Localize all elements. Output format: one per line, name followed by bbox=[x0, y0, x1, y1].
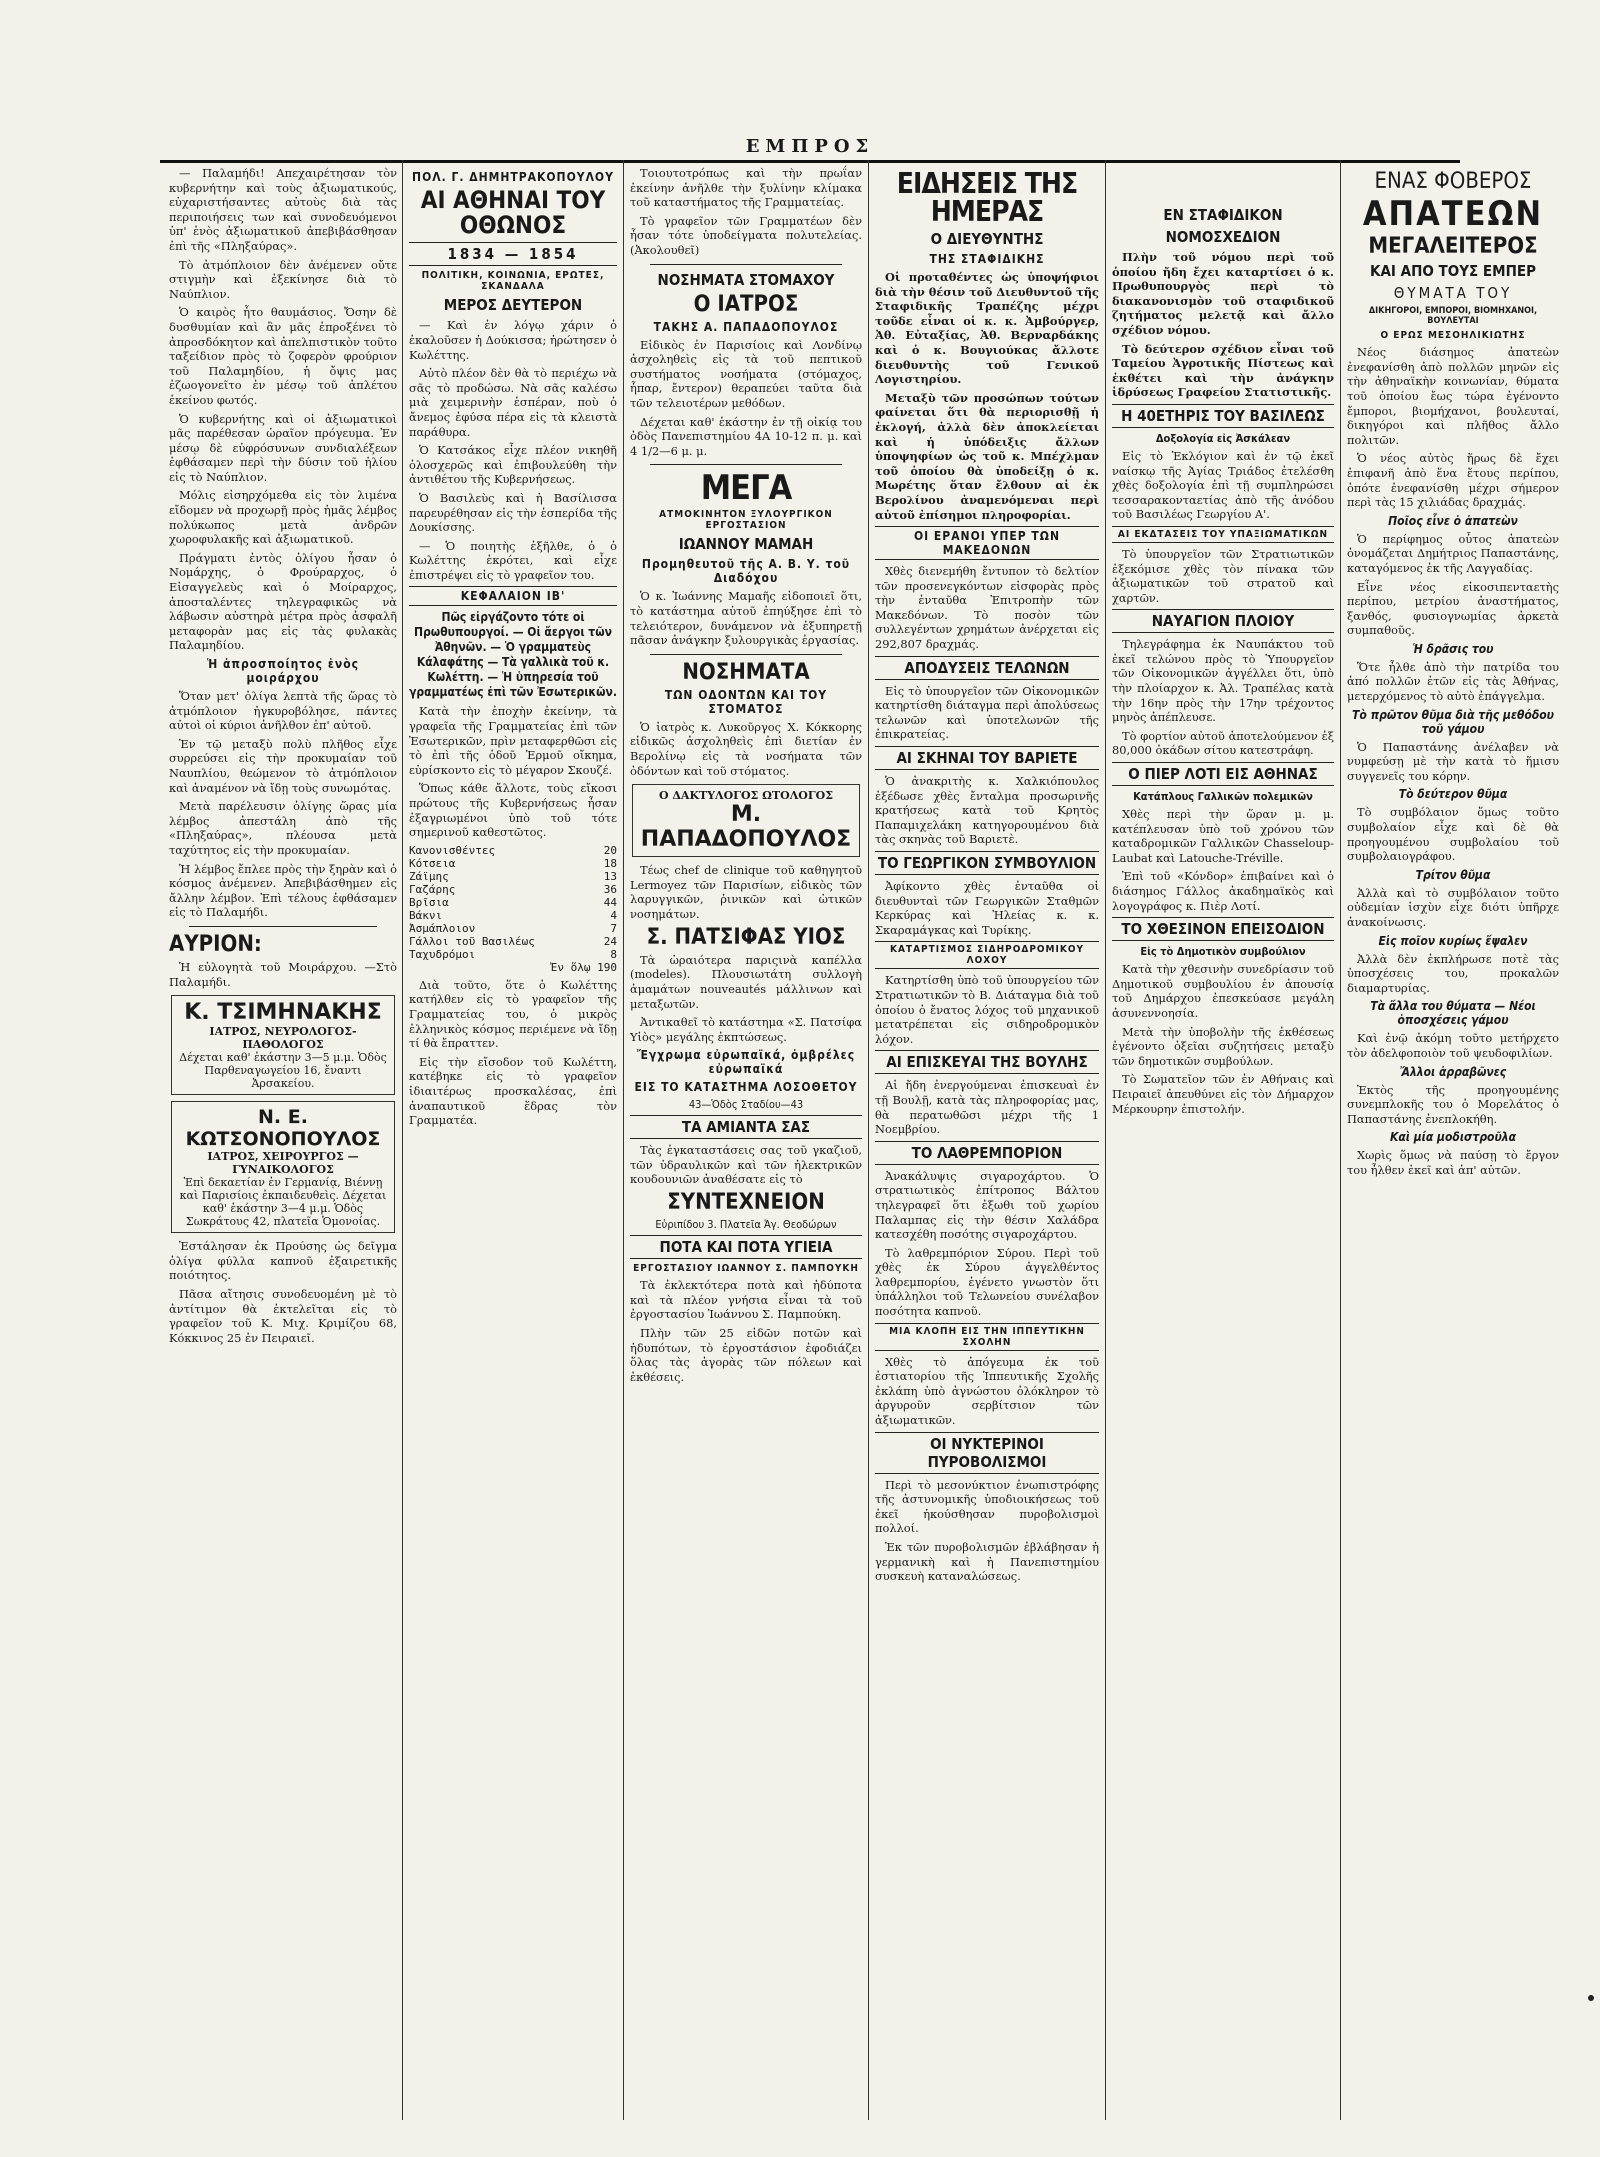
news-heading: ΤΗΣ ΣΤΑΦΙΔΙΚΗΣ bbox=[929, 252, 1045, 266]
paragraph: Τοιουτοτρόπως καὶ τὴν πρωΐαν ἐκείνην ἀνῆλθε τὴν ξυλίνην κλίμακα τοῦ καταστήματος τῆς Γραμματείας. bbox=[630, 166, 862, 210]
paragraph: Ἡ λέμβος ἔπλεε πρὸς τὴν ξηρὰν καὶ ὁ κόσμος ἀνέμενεν. Ἀπεβιβάσθημεν εἰς ἄλλην λέμβον. Ἐπὶ τέλους ἐφθάσαμεν εἰς τὸ Παλαμήδι. bbox=[169, 861, 397, 920]
subheading: Ἄλλοι ἀρραβῶνες bbox=[1399, 1064, 1507, 1079]
ad-title: ΙΑΤΡΟΣ, ΝΕΥΡΟΛΟΓΟΣ-ΠΑΘΟΛΟΓΟΣ bbox=[209, 1025, 357, 1052]
news-heading: ΑΙ ΕΠΙΣΚΕΥΑΙ ΤΗΣ ΒΟΥΛΗΣ bbox=[875, 1050, 1099, 1074]
list-item: Ζάϊμης 13 bbox=[409, 869, 617, 883]
paragraph: — Καὶ ἐν λόγῳ χάριν ὁ ἐκαλοῦσεν ἡ Δούκισσα; ἠρώτησεν ὁ Κωλέττης. bbox=[409, 318, 617, 362]
paragraph: Περὶ τὸ μεσονύκτιον ἐνωπιστρόφης τῆς ἀστυνομικῆς ὑποδιοικήσεως τοῦ ἐκεῖ ἠκούσθησαν πυροβολισμοὶ πολλοί. bbox=[875, 1477, 1099, 1536]
column-rule bbox=[868, 160, 869, 2120]
advertisement bbox=[632, 784, 860, 857]
list-total: Ἐν ὅλῳ 190 bbox=[550, 960, 617, 974]
news-heading: ΜΙΑ ΚΛΟΠΗ ΕΙΣ ΤΗΝ ΙΠΠΕΥΤΙΚΗΝ ΣΧΟΛΗΝ bbox=[875, 1323, 1099, 1351]
column-rule bbox=[1340, 160, 1341, 2120]
paragraph: Κατηρτίσθη ὑπὸ τοῦ ὑπουργείου τῶν Στρατιωτικῶν τὸ Β. Διάταγμα διὰ τοῦ ὁποίου ὁ ἔνατος λόχος τοῦ μηχανικοῦ μετατρέπεται εἰς σιδηροδρομικὸν λόχον. bbox=[875, 973, 1099, 1046]
paragraph: Πᾶσα αἴτησις συνοδευομένη μὲ τὸ ἀντίτιμον θὰ ἐκτελεῖται εἰς τὸ γραφεῖον τοῦ Κ. Μιχ. Κριμίζου 68, Κόκκινος 25 ἐν Πειραιεῖ. bbox=[169, 1286, 397, 1345]
news-heading: ΑΙ ΣΚΗΝΑΙ ΤΟΥ ΒΑΡΙΕΤΕ bbox=[875, 746, 1099, 770]
heading-tomorrow: ΑΥΡΙΟΝ: bbox=[169, 931, 262, 957]
paragraph: Χθὲς διενεμήθη ἔντυπον τὸ δελτίον τῶν προσενεγκόντων εἰσφορὰς πρὸς τὴν ἐνταῦθα Ἐπιτροπὴν τῶν Μακεδόνων. Τὸ ποσὸν τῶν συλλεγέντων χρημάτων ἀνέρχεται εἰς 292,807 δραχμάς. bbox=[875, 564, 1099, 652]
paragraph: Οἱ προταθέντες ὡς ὑποψήφιοι διὰ τὴν θέσιν τοῦ Διευθυντοῦ τῆς Σταφιδικῆς Τραπέζης μέχρι τοῦδε εἶναι οἱ κ. κ. Ἀμβούργερ, Ἀθ. Εὐταξίας, Ἀθ. Βερναρδάκης καὶ ὁ κ. Βουγιούκας ἄλλοτε διευθυντὴς τοῦ Γενικοῦ Λογιστηρίου. bbox=[875, 270, 1099, 387]
column-rule bbox=[1105, 160, 1106, 2120]
paragraph: Πλὴν τοῦ νόμου περὶ τοῦ ὁποίου ἤδη ἔχει καταρτίσει ὁ κ. Πρωθυπουργὸς περὶ τὸ διακανονισμὸν τοῦ σταφιδικοῦ ζητήματος μελετᾷ καὶ ἄλλο σχέδιον νόμου. bbox=[1112, 250, 1334, 337]
paragraph: Ὁ ἰατρὸς κ. Λυκοῦργος Χ. Κόκκορης εἰδικῶς ἀσχοληθεὶς ἐπὶ διετίαν ἐν Βερολίνῳ εἰς τὰ νοσήματα τῶν ὀδόντων καὶ τοῦ στόματος. bbox=[630, 719, 862, 778]
list-item: Γαζάρης 36 bbox=[409, 882, 617, 896]
vessel-list bbox=[409, 844, 617, 974]
list-item: Κανονισθέντες 20 bbox=[409, 843, 617, 857]
ad-kicker: Ο ΔΑΚΤΥΛΟΓΟΣ ΩΤΟΛΟΓΟΣ bbox=[658, 789, 834, 803]
column-2 bbox=[405, 160, 621, 2120]
edge-marker bbox=[1588, 1995, 1594, 2001]
paragraph: Ὅτε ἦλθε ἀπὸ τὴν πατρίδα του ἀπό πολλῶν ἐτῶν εἰς τὰς Ἀθήνας, μετερχόμενος τὸ αὐτὸ ἐπάγγελμα. bbox=[1347, 659, 1559, 704]
section-title: ΕΙΔΗΣΕΙΣ ΤΗΣ ΗΜΕΡΑΣ bbox=[896, 167, 1078, 228]
news-subheading: Κατάπλους Γαλλικῶν πολεμικῶν bbox=[1133, 790, 1313, 804]
paragraph: Ὁ περίφημος οὗτος ἀπατεὼν ὀνομάζεται Δημήτριος Παπαστάνης, καταγόμενος ἐκ τῆς Λαγγαδίας. bbox=[1347, 531, 1559, 575]
column-5 bbox=[1108, 160, 1338, 2120]
author: ΠΟΛ. Γ. ΔΗΜΗΤΡΑΚΟΠΟΥΛΟΥ bbox=[412, 170, 614, 184]
paragraph: Πλὴν τῶν 25 εἰδῶν ποτῶν καὶ ἡδυπότων, τὸ ἐργοστάσιον ἐφοδιάζει ὅλας τὰς ἀγορὰς τῶν πόλεων καὶ ἐκθέσεις. bbox=[630, 1325, 862, 1384]
ad-title: ΙΑΤΡΟΣ, ΧΕΙΡΟΥΡΓΟΣ — ΓΥΝΑΙΚΟΛΟΓΟΣ bbox=[207, 1150, 359, 1177]
paragraph: Ὁ κ. Ἰωάννης Μαμαῆς εἰδοποιεῖ ὅτι, τὸ κατάστημα αὐτοῦ ἐπηύξησε ἐπὶ τὸ τελειότερον, δυνάμενον νὰ ἐξυπηρετῇ πᾶσαν ἀνάγκην ξυλουργικὰς ἐργασίας. bbox=[630, 589, 862, 648]
news-heading: ΝΟΜΟΣΧΕΔΙΟΝ bbox=[1165, 228, 1281, 246]
paragraph: Εἰδικὸς ἐν Παρισίοις καὶ Λονδίνῳ ἀσχοληθεὶς εἰς τὰ τοῦ πεπτικοῦ συστήματος νοσήματα (στόμαχος, ἧπαρ, ἔντερον) θεραπεύει ταῦτα διὰ τῶν τελειοτέρων μεθόδων. bbox=[630, 337, 862, 411]
paragraph: Κατὰ τὴν ἐποχὴν ἐκείνην, τὰ γραφεῖα τῆς Γραμματείας ἐπὶ τῶν Ἐσωτερικῶν, πρὶν μεταφερθῶσι εἰς τὸ ἐπὶ τῆς ὁδοῦ Ἑρμοῦ οἴκημα, εὑρίσκοντο εἰς τὸ μέγαρον Σκουζέ. bbox=[409, 704, 617, 777]
headline: ΚΑΙ ΑΠΟ ΤΟΥΣ ΕΜΠΕΡ bbox=[1370, 262, 1536, 281]
paragraph: Ἀνακάλυψις σιγαροχάρτου. Ὁ στρατιωτικὸς ἐπίτροπος Βάλτου τηλεγραφεῖ ὅτι ἐξωθι τοῦ χωρίου Παλαμπας εἰς τὴν θέσιν Χαλάδρα κατεσχέθη ποσότης σιγαροχάρτου. bbox=[875, 1168, 1099, 1242]
news-subheading: Δοξολογία εἰς Ἀσκάλεαν bbox=[1155, 431, 1291, 445]
ad-heading: ΑΤΜΟΚΙΝΗΤΟΝ ΞΥΛΟΥΡΓΙΚΟΝ ΕΡΓΟΣΤΑΣΙΟΝ bbox=[659, 509, 833, 532]
subheading: Ἡ ἀπροσποίητος ἑνὸς μοιράρχου bbox=[206, 657, 360, 685]
paragraph: Νέος διάσημος ἀπατεὼν ἐνεφανίσθη ἀπὸ πολλῶν μηνῶν εἰς τὴν ἀθηναϊκὴν κοινωνίαν, θύματα τοῦ ὁποίου ἔως τώρα ἐγένοντο ἔμποροι, βιομήχανοι, βουλευταί, δικηγόροι καὶ πλῆθος ἄλλο πολιτῶν. bbox=[1347, 345, 1559, 447]
headline: Ο ΕΡΩΣ ΜΕΣΟΗΛΙΚΙΩΤΗΣ bbox=[1380, 330, 1526, 342]
ad-heading: Προμηθευτοῦ τῆς Α. Β. Υ. τοῦ Διαδόχου bbox=[641, 557, 851, 586]
ad-name: Μ. ΠΑΠΑΔΟΠΟΥΛΟΣ bbox=[640, 802, 852, 853]
paragraph: Εἰς τὴν εἴσοδον τοῦ Κωλέττη, κατέβηκε εἰς τὸ γραφεῖον ἰδιαιτέρως προσκαλέσας, ἐπὶ ἀναπαυτικοῦ ἕδρας τὸν Γραμματέα. bbox=[409, 1054, 617, 1128]
paragraph: Χωρὶς ὅμως νὰ παύσῃ τὸ ἔργον του ἦλθεν ἐκεῖ καὶ ἀπ' αὐτῶν. bbox=[1347, 1148, 1559, 1177]
paragraph: Ἡ εὐλογητὰ τοῦ Μοιράρχου. —Στὸ Παλαμήδι. bbox=[169, 960, 397, 989]
chapter-summary: Πῶς εἰργάζοντο τότε οἱ Πρωθυπουργοί. — Οἱ ἄεργοι τῶν Ἀθηνῶν. — Ὁ γραμματεὺς Κάλαφάτης — Τὰ γαλλικὰ τοῦ κ. Κωλέττη. — Ἡ ὑπηρεσία τοῦ γραμματέως ἐπὶ τῶν Ἐσωτερικῶν. bbox=[409, 610, 617, 700]
subheading: Τὸ δεύτερον θῦμα bbox=[1398, 787, 1508, 802]
paragraph: Τὸ δεύτερον σχέδιον εἶναι τοῦ Ταμείου Ἀγροτικῆς Πίστεως καὶ ἐκθέτει καὶ τὴν ἀνάγκην ἱδρύσεως Γραφείου Στατιστικῆς. bbox=[1112, 341, 1334, 400]
divider bbox=[189, 926, 377, 927]
subheading: Ἡ δρᾶσις του bbox=[1412, 641, 1494, 656]
paragraph: Τὸ Σωματεῖον τῶν ἐν Αθήναις καὶ Πειραιεῖ ἀπευθύνει εἰς τὸν Δήμαρχον Μέρκουρην ἐπιστολήν. bbox=[1112, 1072, 1334, 1116]
headline: ΕΝΑΣ ΦΟΒΕΡΟΣ bbox=[1374, 169, 1532, 194]
news-heading: Η 40ΕΤΗΡΙΣ ΤΟΥ ΒΑΣΙΛΕΩΣ bbox=[1112, 404, 1334, 428]
news-heading: ΤΟ ΛΑΘΡΕΜΠΟΡΙΟΝ bbox=[875, 1141, 1099, 1165]
paragraph: Τὸ λαθρεμπόριον Σύρου. Περὶ τοῦ χθὲς ἐκ Σύρου ἀγγελθέντος λαθρεμπορίου, ἐγένετο γνωστὸν ὅτι ὑπάλληλοι τοῦ Τελωνείου συνέλαβον ποσότητα καπνοῦ. bbox=[875, 1245, 1099, 1319]
ad-heading: ΙΩΑΝΝΟΥ ΜΑΜΑΗ bbox=[678, 535, 814, 554]
subheading: Καὶ μία μοδιστροῦλα bbox=[1389, 1130, 1517, 1145]
paragraph: Ἀντικαθεῖ τὸ κατάστημα «Σ. Πατσίφα Υἱὸς» μεγάλης ἐκπτώσεως. bbox=[630, 1015, 862, 1044]
headline: ΔΙΚΗΓΟΡΟΙ, ΕΜΠΟΡΟΙ, ΒΙΟΜΗΧΑΝΟΙ, ΒΟΥΛΕΥΤΑΙ bbox=[1368, 306, 1538, 327]
ad-name: Ν. Ε. ΚΩΤΣΟΝΟΠΟΥΛΟΣ bbox=[185, 1106, 381, 1151]
paragraph: Ὅπως κάθε ἄλλοτε, τοὺς εἴκοσι πρώτους τῆς Κυβερνήσεως ἦσαν ἐξαγριωμένοι ὑπὸ τοῦ τότε σημερινοῦ καθεστῶτος. bbox=[409, 781, 617, 840]
advertisement bbox=[171, 1101, 395, 1233]
masthead-title: ΕΜΠΡΟΣ bbox=[745, 136, 875, 157]
ad-address: 43—Ὁδὸς Σταδίου—43 bbox=[688, 1098, 804, 1112]
serial-part: ΜΕΡΟΣ ΔΕΥΤΕΡΟΝ bbox=[443, 296, 583, 315]
list-item: Βρῖσια 44 bbox=[409, 895, 617, 909]
news-subheading: Εἰς τὸ Δημοτικὸν συμβούλιον bbox=[1140, 945, 1306, 959]
news-heading: ΑΙ ΕΚΔΤΑΣΕΙΣ ΤΟΥ ΥΠΑΞΙΩΜΑΤΙΚΩΝ bbox=[1112, 526, 1334, 543]
ad-heading: ΝΟΣΗΜΑΤΑ bbox=[682, 659, 810, 685]
paragraph: Ὁ ἀνακριτὴς κ. Χαλκιόπουλος ἐξέδωσε χθὲς ἔνταλμα προσωρινῆς κρατήσεως κατὰ τοῦ Κρητὸς Παπαμιχελάκη κατηγορουμένου διὰ τὰς σκηνὰς τοῦ Βαριετὲ. bbox=[875, 774, 1099, 847]
ad-heading: ΠΟΤΑ ΚΑΙ ΠΟΤΑ ΥΓΙΕΙΑ bbox=[630, 1235, 862, 1259]
ad-heading: ΝΟΣΗΜΑΤΑ ΣΤΟΜΑΧΟΥ bbox=[657, 270, 835, 289]
paragraph: Ἐπὶ τοῦ «Κόνδορ» ἐπιβαίνει καὶ ὁ διάσημος Γάλλος ἀκαδημαϊκὸς καὶ λογογράφος κ. Πιὲρ Λοτί. bbox=[1112, 869, 1334, 913]
paragraph: Αἱ ἤδη ἐνεργούμεναι ἐπισκευαὶ ἐν τῇ Βουλῇ, κατὰ τὰς πληροφορίας μας, θὰ περατωθῶσι μέχρι τῆς 1 Νοεμβρίου. bbox=[875, 1078, 1099, 1137]
paragraph: Ὁ κυβερνήτης καὶ οἱ ἀξιωματικοὶ μᾶς παρέθεσαν ὡραῖον πρόγευμα. Ἐν μέσῳ δὲ εὐφρόσυνων συνδιαλέξεων ἐφθάσαμεν περὶ τὴν δύσιν τοῦ ἡλίου εἰς τὸ Ναύπλιον. bbox=[169, 411, 397, 484]
ad-heading: Ἔγχρωμα εὐρωπαϊκά, ὀμβρέλες εὐρωπαϊκά bbox=[636, 1048, 856, 1077]
paragraph: Τὸ γραφεῖον τῶν Γραμματέων δὲν ἦσαν τότε ὑποδείγματα πολυτελείας. (Ἀκολουθεῖ) bbox=[630, 213, 862, 257]
paragraph: Μετὰ παρέλευσιν ὀλίγης ὥρας μία λέμβος ἀπεστάλη ἀπὸ τῆς «Πληξαύρας», πλέουσα μετὰ ταχύτητος εἰς τὴν προκυμαίαν. bbox=[169, 799, 397, 857]
subheading: Τρίτον θῦμα bbox=[1415, 867, 1491, 882]
serial-subtitle: ΠΟΛΙΤΙΚΗ, ΚΟΙΝΩΝΙΑ, ΕΡΩΤΕΣ, ΣΚΑΝΔΑΛΑ bbox=[421, 270, 605, 293]
paragraph: Τὰ ὡραιότερα παριςινὰ καπέλλα (modeles). Πλουσιωτάτη συλλογὴ ἀμαμάτων nouveautés μάλλινων καὶ μεταξωτῶν. bbox=[630, 952, 862, 1011]
news-heading: ΤΟ ΧΘΕΣΙΝΟΝ ΕΠΕΙΣΟΔΙΟΝ bbox=[1112, 917, 1334, 941]
paragraph: Τηλεγράφημα ἐκ Ναυπάκτου τοῦ ἐκεῖ τελώνου πρὸς τὸ Ὑπουργεῖον τῶν Οἰκονομικῶν ἀγγέλλει ὅτι, ὑπὸ τὴν πλοίαρχον κ. Ἀλ. Τραπέλας κατὰ τὴν 16ην πρὸς τὴν 17ην τρέχοντος μηνὸς ἀπέπλευσε. bbox=[1112, 637, 1334, 725]
ad-heading: ΤΑΚΗΣ Α. ΠΑΠΑΔΟΠΟΥΛΟΣ bbox=[653, 319, 839, 334]
paragraph: Ὁ νέος αὐτὸς ἥρως δὲ ἔχει ἐπιφανῆ ἀπὸ ἕνα ἔτους περίπου, ὁπότε ἐνεφανίσθη μέχρι σήμερον περὶ τὰς 15 χιλιάδας δραχμάς. bbox=[1347, 451, 1559, 510]
column-3 bbox=[626, 160, 866, 2120]
paragraph: Εἰς τὸ ὑπουργεῖον τῶν Οἰκονομικῶν κατηρτίσθη διάταγμα περὶ ἀπολύσεως τελωνῶν καὶ ὑποτελωνῶν τῆς ἐπικρατείας. bbox=[875, 683, 1099, 742]
paragraph: Ἀλλὰ καὶ τὸ συμβόλαιον τοῦτο οὐδεμίαν ἰσχὺν εἶχε διότι ὑπῆρχε ἀνακοίνωσις. bbox=[1347, 885, 1559, 929]
paragraph: Ὁ Βασιλεὺς καὶ ἡ Βασίλισσα παρευρέθησαν εἰς τὴν ἑσπερίδα τῆς Δουκίσσης. bbox=[409, 490, 617, 535]
subheading: Τὸ πρῶτον θῦμα διὰ τῆς μεθόδου τοῦ γάμου bbox=[1352, 707, 1554, 736]
ad-heading: ΣΥΝΤΕΧΝΕΙΟΝ bbox=[667, 1190, 825, 1216]
subheading: Ποῖος εἶνε ὁ ἀπατεὼν bbox=[1388, 513, 1518, 528]
serial-title: ΑΙ ΑΘΗΝΑΙ ΤΟΥ ΟΘΩΝΟΣ bbox=[420, 186, 606, 240]
column-6 bbox=[1343, 160, 1563, 2120]
paragraph: Ὁ Παπαστάνης ἀνέλαβεν νὰ νυμφεύσῃ μὲ τὴν κατὰ τὸ ἥμισυ συγγενεῖς του κόρην. bbox=[1347, 739, 1559, 783]
paragraph: Ὅταν μετ' ὀλίγα λεπτὰ τῆς ὥρας τὸ ἀτμόπλοιον ἠγκυροβόλησε, πάντες αὐτοὶ οἱ κύριοι ἀνῆλθον ἐπ' αὐτοῦ. bbox=[169, 689, 397, 733]
ad-heading: Ο ΙΑΤΡΟΣ bbox=[693, 291, 799, 317]
subheading: Εἰς ποῖον κυρίως ἔψαλεν bbox=[1378, 933, 1528, 948]
list-item: Κότσεια 18 bbox=[409, 856, 617, 870]
paragraph: Δέχεται καθ' ἑκάστην ἐν τῇ οἰκίᾳ του ὁδὸς Πανεπιστημίου 4Α 10-12 π. μ. καὶ 4 1/2—6 μ. μ. bbox=[630, 414, 862, 458]
divider bbox=[650, 654, 842, 655]
list-item: Ταχυδρόμοι 8 bbox=[409, 947, 617, 961]
paragraph: — Παλαμήδι! Απεχαιρέτησαν τὸν κυβερνήτην καὶ τοὺς ἀξιωματικούς, εὐχαριστήσαντες αὐτοὺς διὰ τὰς περιποιήσεις των καὶ συνοδευόμενοι ὑπ' ἑνὸς ἀξιωματικοῦ ἀπεβιβάσθησαν ἐπὶ τῆς «Πληξαύρας». bbox=[169, 166, 397, 253]
column-rule bbox=[402, 160, 403, 2120]
paragraph: Τὸ συμβόλαιον ὅμως τοῦτο συμβολαίον εἶχε καὶ δὲ θὰ προηγουμένου συμβολαίου τοῦ συμβολαιογράφου. bbox=[1347, 805, 1559, 864]
ad-text: Ἐπὶ δεκαετίαν ἐν Γερμανίᾳ, Βιέννῃ καὶ Παρισίοις ἐκπαιδευθεὶς. Δέχεται καθ' ἑκάστην 3—4 μ.μ. Ὁδὸς Σωκράτους 42, πλατεῖα Ὁμονοίας. bbox=[179, 1176, 387, 1229]
ad-heading: Σ. ΠΑΤΣΙΦΑΣ ΥΙΟΣ bbox=[646, 924, 846, 950]
news-heading: ΟΙ ΝΥΚΤΕΡΙΝΟΙ ΠΥΡΟΒΟΛΙΣΜΟΙ bbox=[875, 1432, 1099, 1474]
column-rule bbox=[623, 160, 624, 2120]
news-heading: ΝΑΥΑΓΙΟΝ ΠΛΟΙΟΥ bbox=[1112, 609, 1334, 633]
list-item: Γάλλοι τοῦ Βασιλέως 24 bbox=[409, 934, 617, 948]
paragraph: Τὸ ἀτμόπλοιον δὲν ἀνέμενεν οὔτε στιγμὴν καὶ ἐξεκίνησε διὰ τὸ Ναύπλιον. bbox=[169, 257, 397, 301]
paragraph: Τὸ ὑπουργεῖον τῶν Στρατιωτικῶν ἐξεκόμισε χθὲς τὸν πίνακα τῶν ἀξιωματικῶν τοῦ στρατοῦ καὶ χαρτῶν. bbox=[1112, 546, 1334, 605]
paragraph: Μόλις εἰσηρχόμεθα εἰς τὸν λιμένα εἴδομεν νὰ προχωρῇ πρὸς ἡμᾶς λέμβος πολύκωπος μετὰ ἀνδρῶν χωροφυλακῆς καὶ ἀξιωματικοῦ. bbox=[169, 488, 397, 547]
paragraph: Ἐκτὸς τῆς προηγουμένης συνεμπλοκῆς του ὁ Μορελάτος ὁ Παπαστάνης ἐνεπλοκήθη. bbox=[1347, 1082, 1559, 1126]
news-heading: ΑΠΟΔΥΣΕΙΣ ΤΕΛΩΝΩΝ bbox=[875, 656, 1099, 680]
paragraph: Ὁ Κατσάκος εἶχε πλέον νικηθῆ ὁλοσχερῶς καὶ ἐπιβουλεύθη τὴν ἀντιθέτου τῆς Κυβερνήσεως. bbox=[409, 443, 617, 487]
paragraph: Μετὰ τὴν ὑποβολὴν τῆς ἐκθέσεως ἐγένοντο ὀξεῖαι συζητήσεις μεταξὺ τῶν δημοτικῶν συμβούλων. bbox=[1112, 1024, 1334, 1068]
ad-heading: ΤΑ ΑΜΙΑΝΤΑ ΣΑΣ bbox=[630, 1115, 862, 1139]
list-item: Βάκνι 4 bbox=[409, 908, 617, 922]
news-heading: Ο ΔΙΕΥΘΥΝΤΗΣ bbox=[930, 230, 1044, 248]
divider bbox=[650, 264, 842, 265]
headline: ΜΕΓΑΛΕΙΤΕΡΟΣ bbox=[1368, 234, 1538, 260]
paragraph: Πράγματι ἐντὸς ὀλίγου ἦσαν ὁ Νομάρχης, ὁ Φρούραρχος, ὁ Εἰσαγγελεὺς καὶ ὁ Μοίραρχος, ἀποσταλέντες τηλεγραφικῶς νὰ λάβωσιν αὐστηρὰ μέτρα πρὸς ἀσφαλῆ μεταφορὰν μας εἰς τὰς φυλακὰς Παλαμηδίου. bbox=[169, 550, 397, 653]
ad-heading: ΕΙΣ ΤΟ ΚΑΤΑΣΤΗΜΑ ΛΟΣΟΘΕΤΟΥ bbox=[634, 1080, 858, 1095]
paragraph: Τὸ φορτίον αὐτοῦ ἀποτελούμενον ἐξ 80,000 ὀκάδων σίτου κατεστράφη. bbox=[1112, 728, 1334, 758]
ad-heading: ΤΩΝ ΟΔΟΝΤΩΝ ΚΑΙ ΤΟΥ ΣΤΟΜΑΤΟΣ bbox=[664, 687, 828, 716]
column-4 bbox=[871, 160, 1103, 2120]
paragraph: Χθὲς περὶ τὴν ὥραν μ. μ. κατέπλευσαν ὑπὸ τοῦ χρόνου τῶν καταδρομικῶν Γαλλικῶν Chasseloup-Laubat καὶ Latouche-Tréville. bbox=[1112, 807, 1334, 865]
serial-years: 1834 — 1854 bbox=[409, 242, 617, 266]
divider bbox=[650, 464, 842, 465]
paragraph: Ὁ καιρὸς ἦτο θαυμάσιος. Ὄσην δὲ δυσθυμίαν καὶ ἂν μᾶς ἐπροξένει τὸ ἀπροσδόκητον καὶ ἀπελπιστικὸν τοῦτο ταξείδιον πρὸς τὸ ζοφερὸν φρούριον τοῦ Παλαμηδίου, ἡ ὄψις μας ἐζωογονεῖτο ἐν μέσῳ τοῦ ἀπλέτου ἐκείνου φωτός. bbox=[169, 305, 397, 407]
chapter-heading: ΚΕΦΑΛΑΙΟΝ ΙΒ' bbox=[409, 586, 617, 606]
column-1 bbox=[165, 160, 401, 2120]
paragraph: Τὰς ἐγκαταστάσεις σας τοῦ γκαζιοῦ, τῶν ὑδραυλικῶν καὶ τῶν ἠλεκτρικῶν κουδουνιῶν ἀναθέσατε εἰς τὸ bbox=[630, 1143, 862, 1187]
ad-text: Δέχεται καθ' ἑκάστην 3—5 μ.μ. Ὁδὸς Παρθεναγωγείου 16, ἔναντι Ἀρσακείου. bbox=[179, 1051, 387, 1091]
paragraph: Τὰ ἐκλεκτότερα ποτὰ καὶ ἡδύποτα καὶ τὰ πλέον γνήσια εἶναι τὰ τοῦ ἐργοστασίου Ἰωάννου Σ. Παμπούκη. bbox=[630, 1278, 862, 1322]
paragraph: Διὰ τοῦτο, ὅτε ὁ Κωλέττης κατήλθεν εἰς τὸ γραφεῖον τῆς Γραμματείας του, ὁ μικρὸς ἑλληνικὸς κόσμος περιέμενε νὰ ἴδῃ τί θὰ ἔπραττεν. bbox=[409, 977, 617, 1051]
paragraph: Εἶνε νέος εἰκοσιπενταετὴς περίπου, μετρίου ἀναστήματος, ξανθός, φυσιογνωμίας ἀρκετὰ συμπαθοῦς. bbox=[1347, 579, 1559, 638]
paragraph: Ἐν τῷ μεταξὺ πολὺ πλῆθος εἶχε συρρεύσει εἰς τὴν προκυμαίαν τοῦ Ναυπλίου, θεώμενον τὸ ἀτμόπλοιον καὶ ἀναμένον νὰ ἴδῃ τοὺς συνωμότας. bbox=[169, 736, 397, 795]
paragraph: — Ὁ ποιητὴς ἐξῆλθε, ὁ ὁ Κωλέττης ἐκρότει, καὶ εἶχε ἐπιστρέψει εἰς τὸ γραφεῖον του. bbox=[409, 538, 617, 582]
paragraph: Ἀφίκοντο χθὲς ἐνταῦθα οἱ διευθυνταὶ τῶν Γεωργικῶν Σταθμῶν Κερκύρας καὶ Ἠλείας κ. κ. Σκαραμάγκας καὶ Τυρίκης. bbox=[875, 879, 1099, 937]
paragraph: Χθὲς τὸ ἀπόγευμα ἐκ τοῦ ἐστιατορίου τῆς Ἱππευτικῆς Σχολῆς ἐκλάπη ὑπὸ ἀγνώστου ὀλόκληρον τὸ ἀργυροῦν σερβίτσιον τῶν ἀξιωματικῶν. bbox=[875, 1354, 1099, 1428]
news-heading: ΚΑΤΑΡΤΙΣΜΟΣ ΣΙΔΗΡΟΔΡΟΜΙΚΟΥ ΛΟΧΟΥ bbox=[875, 941, 1099, 969]
news-heading: Ο ΠΙΕΡ ΛΟΤΙ ΕΙΣ ΑΘΗΝΑΣ bbox=[1112, 762, 1334, 786]
list-item: Ἀσμάπλοιον 7 bbox=[409, 921, 617, 935]
paragraph: Ἀλλὰ δὲν ἐκπλήρωσε ποτὲ τὰς ὑποσχέσεις του, προκαλῶν διαμαρτυρίας. bbox=[1347, 951, 1559, 995]
headline: ΘΥΜΑΤΑ ΤΟΥ bbox=[1393, 284, 1513, 303]
ad-heading: ΜΕΓΑ bbox=[700, 468, 792, 509]
advertisement bbox=[171, 995, 395, 1095]
ad-name: Κ. ΤΣΙΜΗΝΑΚΗΣ bbox=[184, 1000, 382, 1026]
paragraph: Τέως chef de clinique τοῦ καθηγητοῦ Lermoyez τῶν Παρισίων, εἰδικὸς τῶν λαρυγγικῶν, ῥινικῶν καὶ ὠτικῶν νοσημάτων. bbox=[630, 863, 862, 922]
paragraph: Ἐκ τῶν πυροβολισμῶν ἐβλάβησαν ἡ γερμανικὴ καὶ ἡ Πανεπιστημίου συσκευὴ καταναλώσεως. bbox=[875, 1540, 1099, 1584]
subheading: Τὰ ἄλλα του θύματα — Νέοι ὁποσχέσεις γάμου bbox=[1370, 999, 1536, 1028]
paragraph: Ἐστάλησαν ἐκ Προύσης ὡς δεῖγμα ὀλίγα φύλλα καπνοῦ ἐξαιρετικῆς ποιότητος. bbox=[169, 1239, 397, 1283]
paragraph: Εἰς τὸ Ἐκλόγιον καὶ ἐν τῷ ἐκεῖ ναίσκῳ τῆς Ἀγίας Τριάδος ἐτελέσθη χθὲς δοξολογία ἐπὶ τῇ συμπληρώσει τεσσαρακονταετίας ἀπὸ τῆς ἀνόδου τοῦ Βασιλέως Γεωργίου Α'. bbox=[1112, 448, 1334, 522]
paragraph: Καὶ ἐνῷ ἀκόμη τοῦτο μετήρχετο τὸν ἀδελφοποιὸν τοῦ ψευδοφιλίων. bbox=[1347, 1031, 1559, 1060]
paragraph: Μεταξὺ τῶν προσώπων τούτων φαίνεται ὅτι θὰ περιορισθῇ ἡ ἐκλογή, ἀλλὰ δὲν ἀποκλείεται καὶ ἡ ὑπόδειξις ἄλλων ὑποψηφίων ὡς τοῦ κ. Μπέχλμαν τοῦ ὁποίου θὰ ὑποδείξῃ ὁ κ. Μωρέτης ὅταν ἔλθουν αἱ ἐκ Βερολίνου ἀναμενόμεναι περὶ αὐτοῦ ἐπίσημοι πληροφορίαι. bbox=[875, 390, 1099, 522]
headline: ΑΠΑΤΕΩΝ bbox=[1362, 194, 1544, 235]
paragraph: Κατὰ τὴν χθεσινὴν συνεδρίασιν τοῦ Δημοτικοῦ συμβουλίου ἐν ἀπουσίᾳ τοῦ Δημάρχου ἐπεσκεύασε μεγάλη ἀσυνεννοησία. bbox=[1112, 962, 1334, 1020]
news-heading: ΟΙ ΕΡΑΝΟΙ ΥΠΕΡ ΤΩΝ ΜΑΚΕΔΟΝΩΝ bbox=[875, 526, 1099, 560]
news-heading: ΤΟ ΓΕΩΡΓΙΚΟΝ ΣΥΜΒΟΥΛΙΟΝ bbox=[875, 851, 1099, 875]
news-heading: ΕΝ ΣΤΑΦΙΔΙΚΟΝ bbox=[1163, 206, 1283, 224]
paragraph: Αὐτὸ πλέον δὲν θὰ τὸ περιέχω νὰ σᾶς τὸ προδώσω. Νὰ σᾶς καλέσω μιὰ χειμερινὴν ἑσπέραν, ποὺ ὁ ἄνεμος ἐφύσα πέρα εἰς τὰ κλειστὰ παράθυρα. bbox=[409, 366, 617, 439]
ad-heading: ΕΡΓΟΣΤΑΣΙΟΥ ΙΩΑΝΝΟΥ Σ. ΠΑΜΠΟΥΚΗ bbox=[633, 1263, 859, 1275]
ad-address: Εὐριπίδου 3. Πλατεῖα Ἁγ. Θεοδώρων bbox=[655, 1218, 837, 1232]
